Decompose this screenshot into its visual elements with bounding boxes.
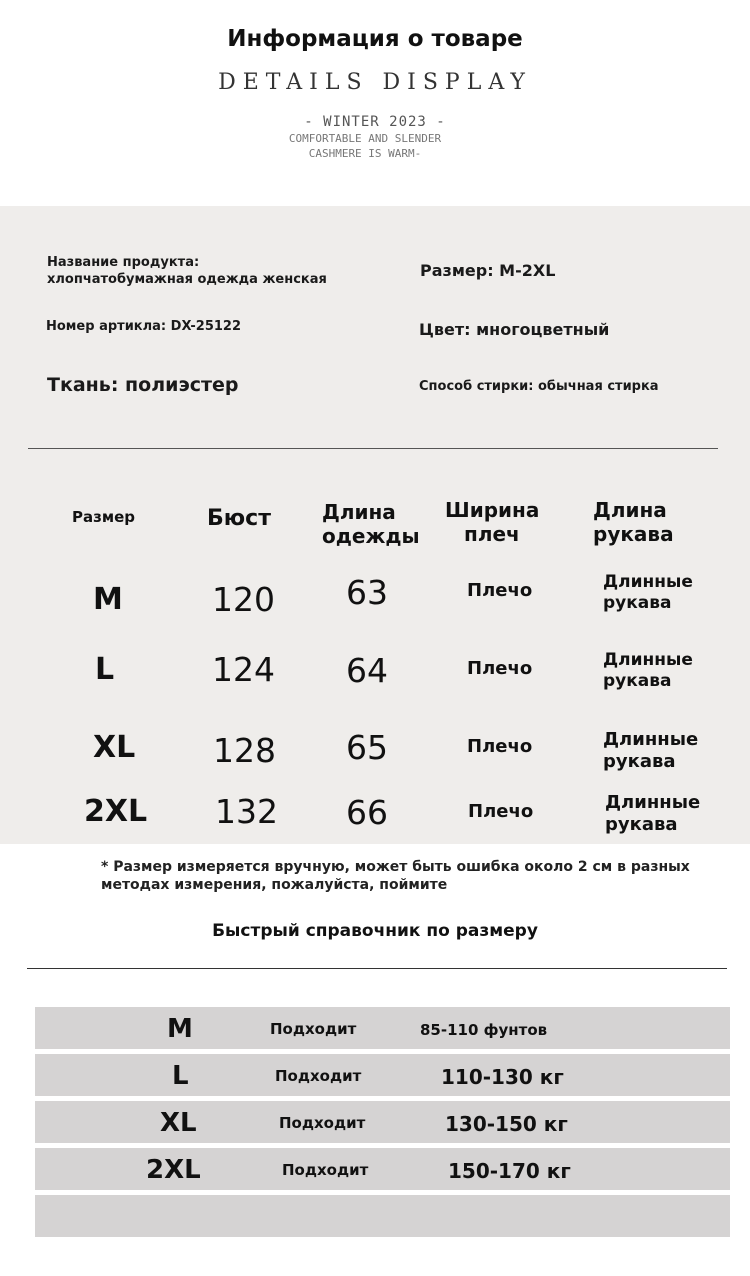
quick-guide-weight: 150-170 кг (448, 1159, 571, 1183)
header-bust: Бюст (207, 506, 271, 531)
header-length-1: Длина (322, 500, 396, 524)
table-row-length: 63 (346, 573, 388, 612)
product-name-value: хлопчатобумажная одежда женская (47, 272, 327, 287)
table-row-shoulder: Плечо (468, 801, 534, 822)
quick-guide-weight: 85-110 фунтов (420, 1021, 548, 1039)
table-row-size: XL (93, 730, 136, 765)
table-row-length: 65 (346, 728, 388, 767)
quick-guide-size: M (167, 1014, 193, 1044)
header-sleeve-2: рукава (593, 522, 674, 546)
header-size: Размер (72, 508, 136, 526)
table-row-sleeve-1: Длинные (605, 792, 701, 813)
quick-guide-row (35, 1148, 730, 1190)
table-row-size: 2XL (84, 794, 148, 829)
header-shoulder-1: Ширина (445, 498, 540, 522)
divider (28, 448, 718, 449)
table-row-shoulder: Плечо (467, 736, 533, 757)
size-range: Размер: M-2XL (420, 261, 556, 280)
tagline-1: COMFORTABLE AND SLENDER (288, 132, 442, 145)
table-row-sleeve-1: Длинные (603, 650, 693, 670)
product-name-label: Название продукта: (47, 255, 200, 270)
quick-guide-size: 2XL (146, 1155, 201, 1185)
table-row-sleeve-1: Длинные (603, 729, 699, 750)
divider (27, 968, 727, 969)
page-title: Информация о товаре (227, 26, 523, 52)
table-row-bust: 120 (212, 580, 275, 619)
quick-guide-weight: 110-130 кг (441, 1065, 564, 1089)
table-row-sleeve-2: рукава (605, 814, 678, 835)
quick-guide-fit: Подходит (275, 1067, 362, 1085)
header-length-2: одежды (322, 524, 420, 548)
table-row-sleeve-2: рукава (603, 751, 676, 772)
quick-guide-weight: 130-150 кг (445, 1112, 568, 1136)
quick-guide-size: L (172, 1061, 189, 1091)
washing-info: Способ стирки: обычная стирка (419, 379, 659, 394)
table-row-bust: 132 (215, 792, 278, 831)
color-info: Цвет: многоцветный (419, 320, 610, 339)
table-row-sleeve-2: рукава (603, 671, 672, 691)
article-number: Номер артикла: DX-25122 (46, 319, 242, 334)
quick-guide-row (35, 1101, 730, 1143)
table-row-length: 64 (346, 651, 388, 690)
table-row-size: M (93, 582, 123, 617)
table-row-shoulder: Плечо (467, 580, 533, 601)
table-row-bust: 124 (212, 650, 275, 689)
quick-guide-row (35, 1054, 730, 1096)
table-row-shoulder: Плечо (467, 658, 533, 679)
details-display-subtitle: DETAILS DISPLAY (218, 70, 532, 95)
quick-guide-row-empty (35, 1195, 730, 1237)
measurement-note: * Размер измеряется вручную, может быть ошибка около 2 см в разных методах измерения, пожалуйста, поймите (101, 859, 690, 893)
table-row-size: L (95, 652, 115, 687)
header-sleeve-1: Длина (593, 498, 667, 522)
quick-guide-size: XL (160, 1108, 197, 1138)
table-row-sleeve-2: рукава (603, 593, 672, 613)
season-label: - WINTER 2023 - (304, 114, 446, 130)
quick-guide-fit: Подходит (270, 1020, 357, 1038)
tagline-2: CASHMERE IS WARM- (308, 147, 422, 160)
quick-guide-fit: Подходит (282, 1161, 369, 1179)
table-row-bust: 128 (213, 731, 276, 770)
table-row-length: 66 (346, 793, 388, 832)
quick-guide-fit: Подходит (279, 1114, 366, 1132)
quick-guide-title: Быстрый справочник по размеру (212, 921, 538, 941)
fabric-info: Ткань: полиэстер (47, 374, 239, 396)
table-row-sleeve-1: Длинные (603, 572, 693, 592)
header-shoulder-2: плеч (464, 522, 520, 546)
quick-guide-row (35, 1007, 730, 1049)
